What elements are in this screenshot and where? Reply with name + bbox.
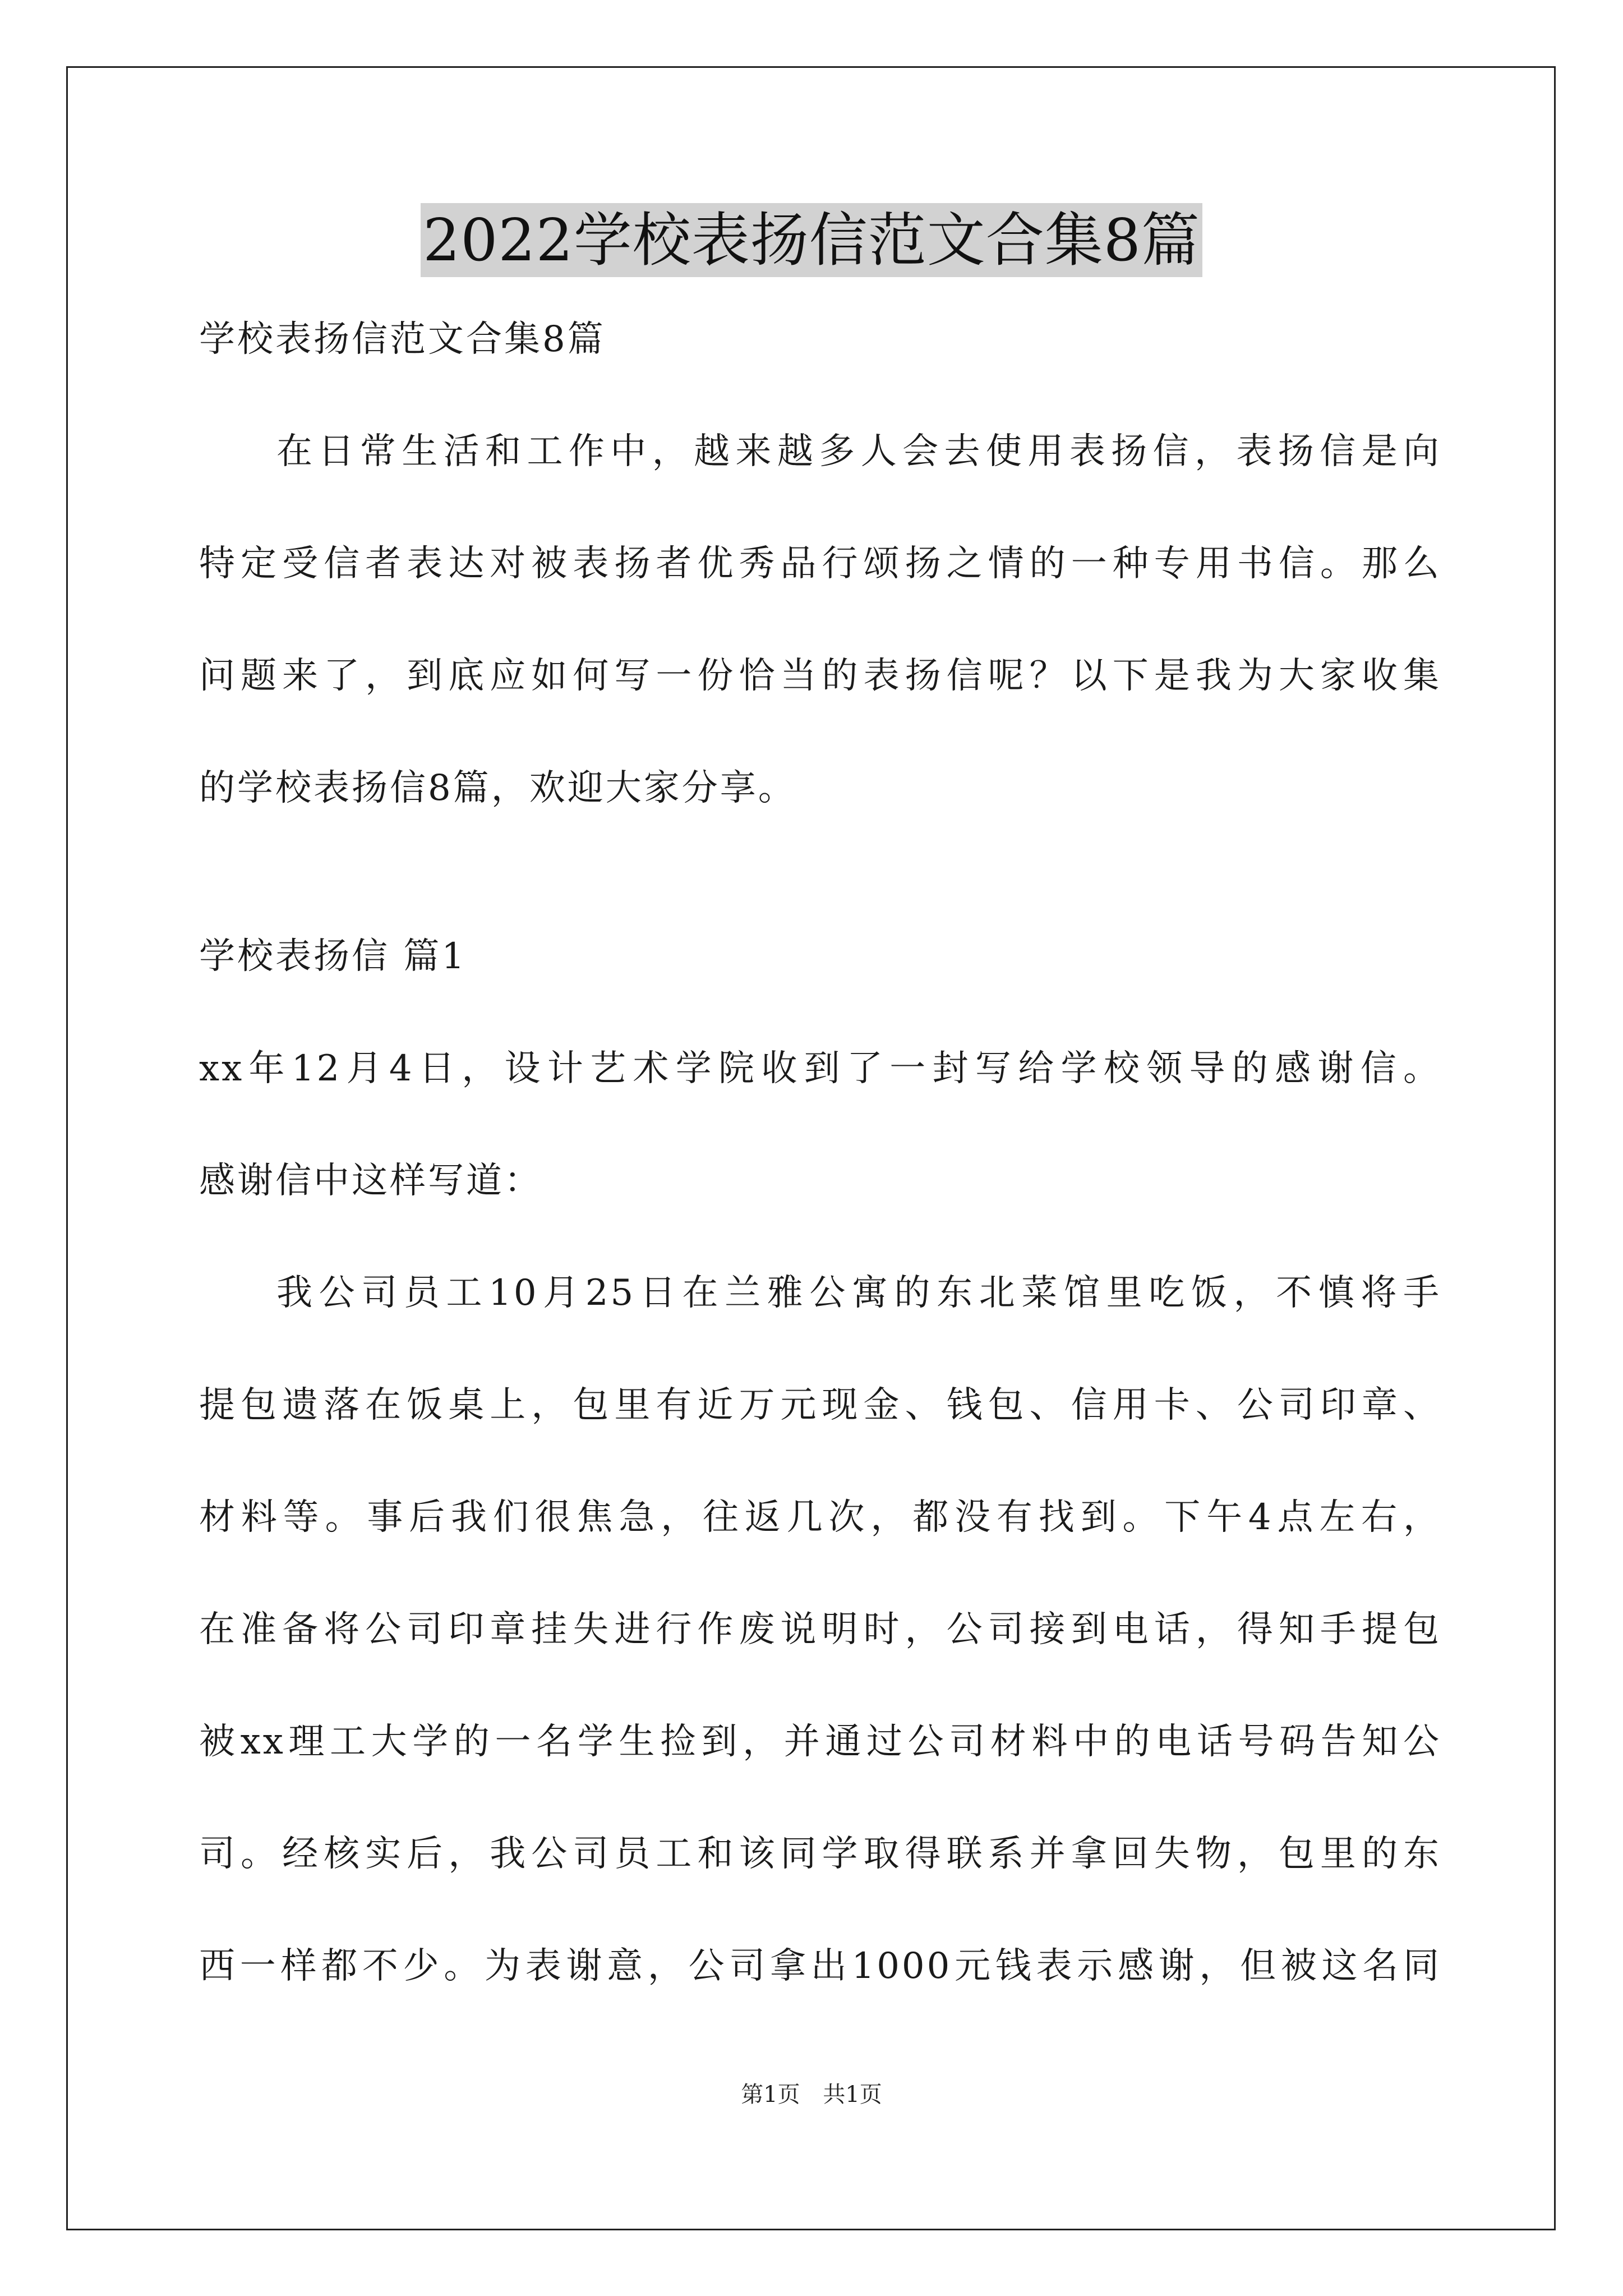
section-line: xx年12月4日，设计艺术学院收到了一封写给学校领导的感谢信。 [199, 1048, 1441, 1089]
section-line: 我公司员工10月25日在兰雅公寓的东北菜馆里吃饭，不慎将手 [276, 1272, 1441, 1314]
section-line: 被xx理工大学的一名学生捡到，并通过公司材料中的电话号码告知公 [199, 1721, 1441, 1763]
intro-line: 的学校表扬信8篇，欢迎大家分享。 [199, 767, 796, 809]
intro-line: 在日常生活和工作中，越来越多人会去使用表扬信，表扬信是向 [276, 431, 1441, 472]
section-line: 司。经核实后，我公司员工和该同学取得联系并拿回失物，包里的东 [199, 1833, 1441, 1875]
page-total: 共1页 [823, 2082, 882, 2108]
page-footer [0, 2077, 1623, 2109]
section-line: 在准备将公司印章挂失进行作废说明时，公司接到电话，得知手提包 [199, 1609, 1441, 1650]
section-line: 提包遗落在饭桌上，包里有近万元现金、钱包、信用卡、公司印章、 [199, 1384, 1441, 1426]
document-body [199, 311, 1441, 2050]
intro-line: 问题来了，到底应如何写一份恰当的表扬信呢？以下是我为大家收集 [199, 655, 1441, 697]
page-number: 第1页 [741, 2082, 800, 2108]
section-line: 感谢信中这样写道： [199, 1160, 542, 1202]
title-container [0, 203, 1623, 277]
intro-line: 特定受信者表达对被表扬者优秀品行颂扬之情的一种专用书信。那么 [199, 543, 1441, 585]
document-subtitle: 学校表扬信范文合集8篇 [199, 319, 606, 360]
document-title: 2022学校表扬信范文合集8篇 [421, 203, 1202, 277]
section-line: 材料等。事后我们很焦急，往返几次，都没有找到。下午4点左右， [199, 1497, 1441, 1538]
section-line: 西一样都不少。为表谢意，公司拿出1000元钱表示感谢，但被这名同 [199, 1945, 1441, 1987]
section-heading: 学校表扬信 篇1 [199, 936, 467, 977]
